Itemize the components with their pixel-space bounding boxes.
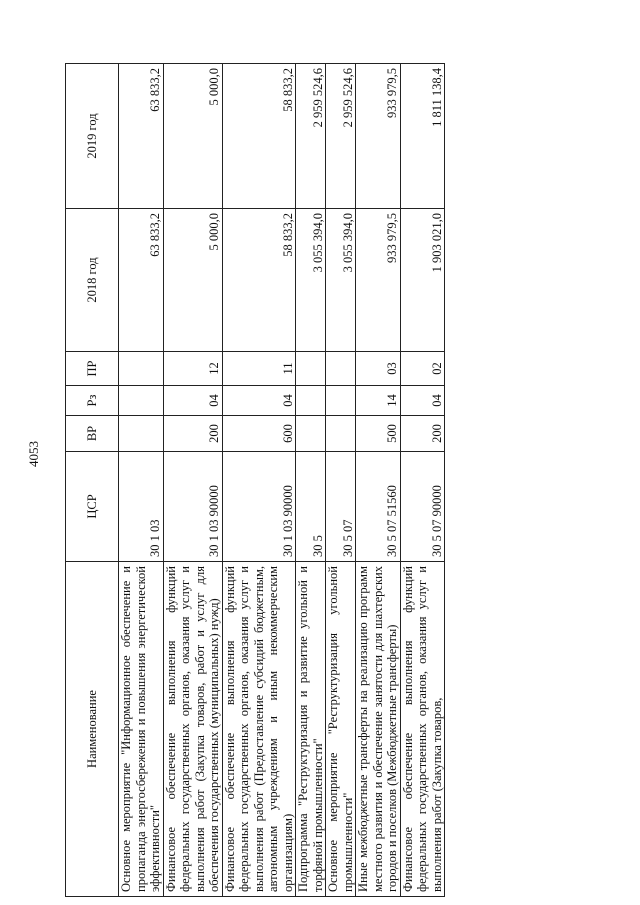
row-pr [326, 352, 356, 386]
table-container [65, 64, 590, 897]
row-2019: 58 833,2 [222, 64, 296, 209]
row-pr: 02 [400, 352, 445, 386]
header-2018: 2018 год [66, 209, 119, 352]
header-rz: Рз [66, 386, 119, 416]
row-vr: 600 [222, 416, 296, 452]
row-rz: 14 [356, 386, 401, 416]
row-vr [296, 416, 326, 452]
header-pr: ПР [66, 352, 119, 386]
row-csr: 30 5 07 [326, 452, 356, 562]
row-2019: 933 979,5 [356, 64, 401, 209]
row-vr [119, 416, 164, 452]
row-pr: 11 [222, 352, 296, 386]
table-row [163, 64, 222, 897]
table-row [119, 64, 164, 897]
row-2019: 2 959 524,6 [296, 64, 326, 209]
rotated-table-frame [65, 64, 590, 897]
row-pr [296, 352, 326, 386]
row-name: Иные межбюджетные трансферты на реализацию программ местного развития и обеспечение занятости для шахтерских городов и поселков (Межбюджетные трансферты) [356, 562, 401, 897]
table-row [400, 64, 445, 897]
row-2018: 58 833,2 [222, 209, 296, 352]
row-2018: 63 833,2 [119, 209, 164, 352]
row-2018: 5 000,0 [163, 209, 222, 352]
row-pr: 03 [356, 352, 401, 386]
budget-table [65, 63, 445, 897]
row-name: Финансовое обеспечение выполнения функций федеральных государственных органов, оказания услуг и выполнения работ (Закупка товаров, работ и услуг для обеспечения государственных (муниципальных) нужд) [163, 562, 222, 897]
row-csr: 30 1 03 90000 [163, 452, 222, 562]
row-2019: 63 833,2 [119, 64, 164, 209]
header-csr: ЦСР [66, 452, 119, 562]
row-csr: 30 1 03 90000 [222, 452, 296, 562]
table-row [222, 64, 296, 897]
header-2019: 2019 год [66, 64, 119, 209]
row-rz: 04 [222, 386, 296, 416]
row-2018: 933 979,5 [356, 209, 401, 352]
row-vr: 200 [163, 416, 222, 452]
row-rz [296, 386, 326, 416]
row-vr: 500 [356, 416, 401, 452]
row-rz: 04 [400, 386, 445, 416]
table-row [296, 64, 326, 897]
header-name: Наименование [66, 562, 119, 897]
row-name: Основное мероприятие "Информационное обеспечение и пропаганда энергосбережения и повышения энергетической эффективности" [119, 562, 164, 897]
table-row [356, 64, 401, 897]
row-2019: 2 959 524,6 [326, 64, 356, 209]
row-csr: 30 5 [296, 452, 326, 562]
header-row [66, 64, 119, 897]
row-csr: 30 5 07 90000 [400, 452, 445, 562]
row-rz [326, 386, 356, 416]
row-2019: 5 000,0 [163, 64, 222, 209]
row-2018: 1 903 021,0 [400, 209, 445, 352]
row-name: Основное мероприятие "Реструктуризация угольной промышленности" [326, 562, 356, 897]
row-pr: 12 [163, 352, 222, 386]
row-2018: 3 055 394,0 [326, 209, 356, 352]
header-vr: ВР [66, 416, 119, 452]
row-vr [326, 416, 356, 452]
row-name: Подпрограмма "Реструктуризация и развитие угольной и торфяной промышленности" [296, 562, 326, 897]
row-csr: 30 5 07 51560 [356, 452, 401, 562]
table-row [326, 64, 356, 897]
row-name: Финансовое обеспечение выполнения функций федеральных государственных органов, оказания услуг и выполнения работ (Закупка товаров, [400, 562, 445, 897]
page-number: 4053 [26, 441, 41, 467]
row-2019: 1 811 138,4 [400, 64, 445, 209]
row-name: Финансовое обеспечение выполнения функций федеральных государственных органов, оказания услуг и выполнения работ (Предоставление субсидий бюджетным, автономным учреждениям и иным некоммерческим организациям) [222, 562, 296, 897]
row-rz: 04 [163, 386, 222, 416]
row-csr: 30 1 03 [119, 452, 164, 562]
row-vr: 200 [400, 416, 445, 452]
row-rz [119, 386, 164, 416]
row-2018: 3 055 394,0 [296, 209, 326, 352]
row-pr [119, 352, 164, 386]
